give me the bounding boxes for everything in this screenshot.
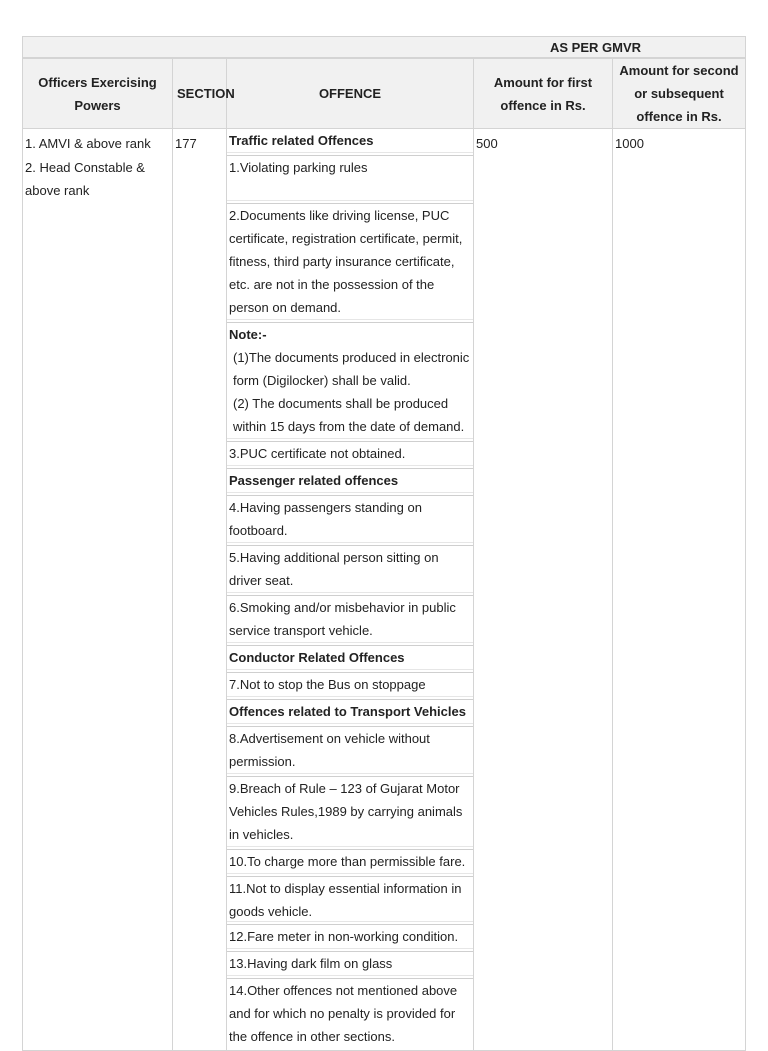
column-header-row — [23, 58, 746, 129]
first-amount-column-header: Amount for first offence in Rs. — [474, 58, 613, 129]
offence-item: 14.Other offences not mentioned above and for which no penalty is provided for the offence in other sections. — [227, 978, 473, 1048]
section-cell: 177 — [173, 129, 227, 1051]
second-amount-cell: 1000 — [613, 129, 746, 1051]
officers-cell — [23, 129, 173, 1051]
offence-item: 2.Documents like driving license, PUC certificate, registration certificate, permit, fitness, third party insurance certificate, etc. are not in the possession of the person on demand. — [227, 203, 473, 320]
gmvr-title: AS PER GMVR — [23, 37, 746, 59]
officer-item: 2. Head Constable & above rank — [25, 160, 145, 198]
second-amount-column-header: Amount for second or subsequent offence in Rs. — [613, 58, 746, 129]
note-heading: Note:- — [227, 322, 473, 346]
offence-item: 5.Having additional person sitting on driver seat. — [227, 545, 473, 593]
offence-item: 3.PUC certificate not obtained. — [227, 441, 473, 466]
note-item: (1)The documents produced in electronic form (Digilocker) shall be valid. — [233, 350, 470, 388]
offence-item: 4.Having passengers standing on footboard. — [227, 495, 473, 543]
offence-item: 13.Having dark film on glass — [227, 951, 473, 976]
offence-item: 6.Smoking and/or misbehavior in public service transport vehicle. — [227, 595, 473, 643]
offences-cell — [227, 129, 474, 1051]
penalty-table-container — [22, 36, 745, 1051]
gmvr-header-row — [23, 37, 746, 59]
offence-heading: Conductor Related Offences — [227, 645, 473, 670]
officer-item: 1. AMVI & above rank — [25, 136, 151, 151]
offence-item: 1.Violating parking rules — [227, 155, 473, 201]
offence-item: 12.Fare meter in non-working condition. — [227, 924, 473, 949]
offence-item: 11.Not to display essential information in goods vehicle. — [227, 876, 473, 922]
offence-heading: Offences related to Transport Vehicles — [227, 699, 473, 724]
officers-column-header: Officers Exercising Powers — [23, 58, 173, 129]
first-amount-cell: 500 — [474, 129, 613, 1051]
offence-item: 7.Not to stop the Bus on stoppage — [227, 672, 473, 697]
offence-item: 8.Advertisement on vehicle without permission. — [227, 726, 473, 774]
penalty-table — [22, 36, 746, 1051]
offence-heading: Passenger related offences — [227, 468, 473, 493]
offence-item: 10.To charge more than permissible fare. — [227, 849, 473, 874]
table-row — [23, 129, 746, 1051]
offence-column-header: OFFENCE — [227, 58, 474, 129]
note-item: (2) The documents shall be produced within 15 days from the date of demand. — [227, 392, 473, 439]
section-column-header: SECTION — [173, 58, 227, 129]
offence-item: 9.Breach of Rule – 123 of Gujarat Motor Vehicles Rules,1989 by carrying animals in vehicles. — [227, 776, 473, 847]
offence-heading: Traffic related Offences — [227, 129, 473, 153]
